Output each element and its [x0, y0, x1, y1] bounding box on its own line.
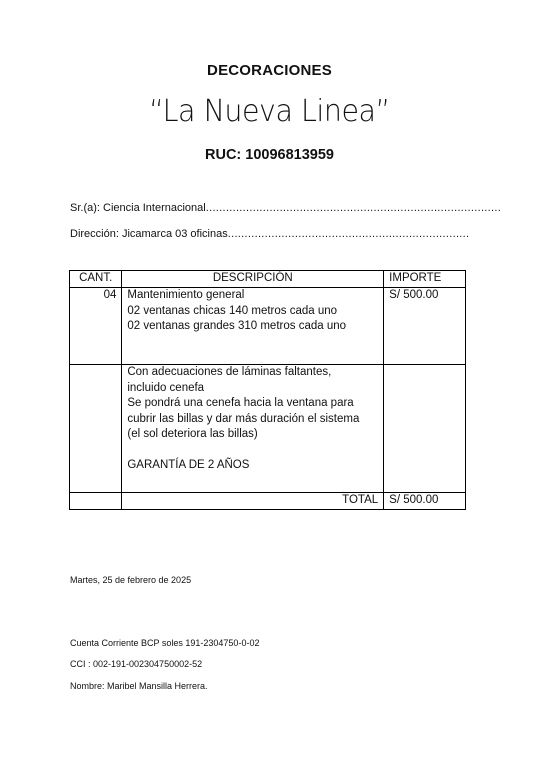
client-address: Dirección: Jicamarca 03 oficinas — [70, 228, 228, 240]
description-line: 02 ventanas grandes 310 metros cada uno — [127, 320, 347, 332]
client-address-line — [70, 227, 470, 241]
account-owner: Nombre: Maribel Mansilla Herrera. — [70, 681, 208, 691]
row-amount: S/ 500.00 — [384, 288, 466, 365]
description-line: (el sol deteriora las billas) — [127, 428, 258, 440]
table-row — [70, 288, 466, 365]
dot-leader: ........................................................................................ — [205, 202, 502, 214]
warranty-line: GARANTÍA DE 2 AÑOS — [127, 459, 250, 471]
header-quantity: CANT. — [70, 271, 122, 288]
ruc-number: RUC: 10096813959 — [205, 147, 334, 163]
invoice-date: Martes, 25 de febrero de 2025 — [70, 575, 192, 585]
bank-account: Cuenta Corriente BCP soles 191-2304750-0-02 — [70, 638, 260, 648]
row-quantity: 04 — [70, 288, 122, 365]
brand-name: “La Nueva Linea” — [149, 94, 390, 129]
row-description — [122, 288, 384, 365]
description-gap — [127, 443, 378, 459]
header-description: DESCRIPCIÓN — [122, 271, 384, 288]
invoice-table — [69, 270, 466, 510]
description-line: Mantenimiento general — [127, 289, 245, 301]
cci-number: CCI : 002-191-002304750002-52 — [70, 659, 203, 669]
description-line: cubrir las billas y dar más duración el sistema — [127, 412, 360, 425]
row-amount — [384, 365, 466, 493]
total-label: TOTAL — [122, 493, 384, 510]
table-header-row — [70, 271, 466, 288]
client-name: Sr.(a): Ciencia Internacional — [70, 202, 206, 214]
total-row — [70, 493, 466, 510]
row-quantity — [70, 365, 122, 493]
total-amount: S/ 500.00 — [384, 493, 466, 510]
dot-leader: ........................................................................ — [227, 228, 470, 240]
description-line: 02 ventanas chicas 140 metros cada uno — [127, 304, 338, 317]
description-line: Se pondrá una cenefa hacia la ventana para — [127, 397, 354, 409]
company-kind: DECORACIONES — [207, 62, 332, 79]
table-row — [70, 365, 466, 493]
description-line: incluido cenefa — [127, 381, 205, 394]
total-blank-cell — [70, 493, 122, 510]
row-description — [122, 365, 384, 493]
header-amount: IMPORTE — [384, 271, 466, 288]
description-line: Con adecuaciones de láminas faltantes, — [127, 366, 332, 378]
client-name-line — [70, 201, 502, 215]
